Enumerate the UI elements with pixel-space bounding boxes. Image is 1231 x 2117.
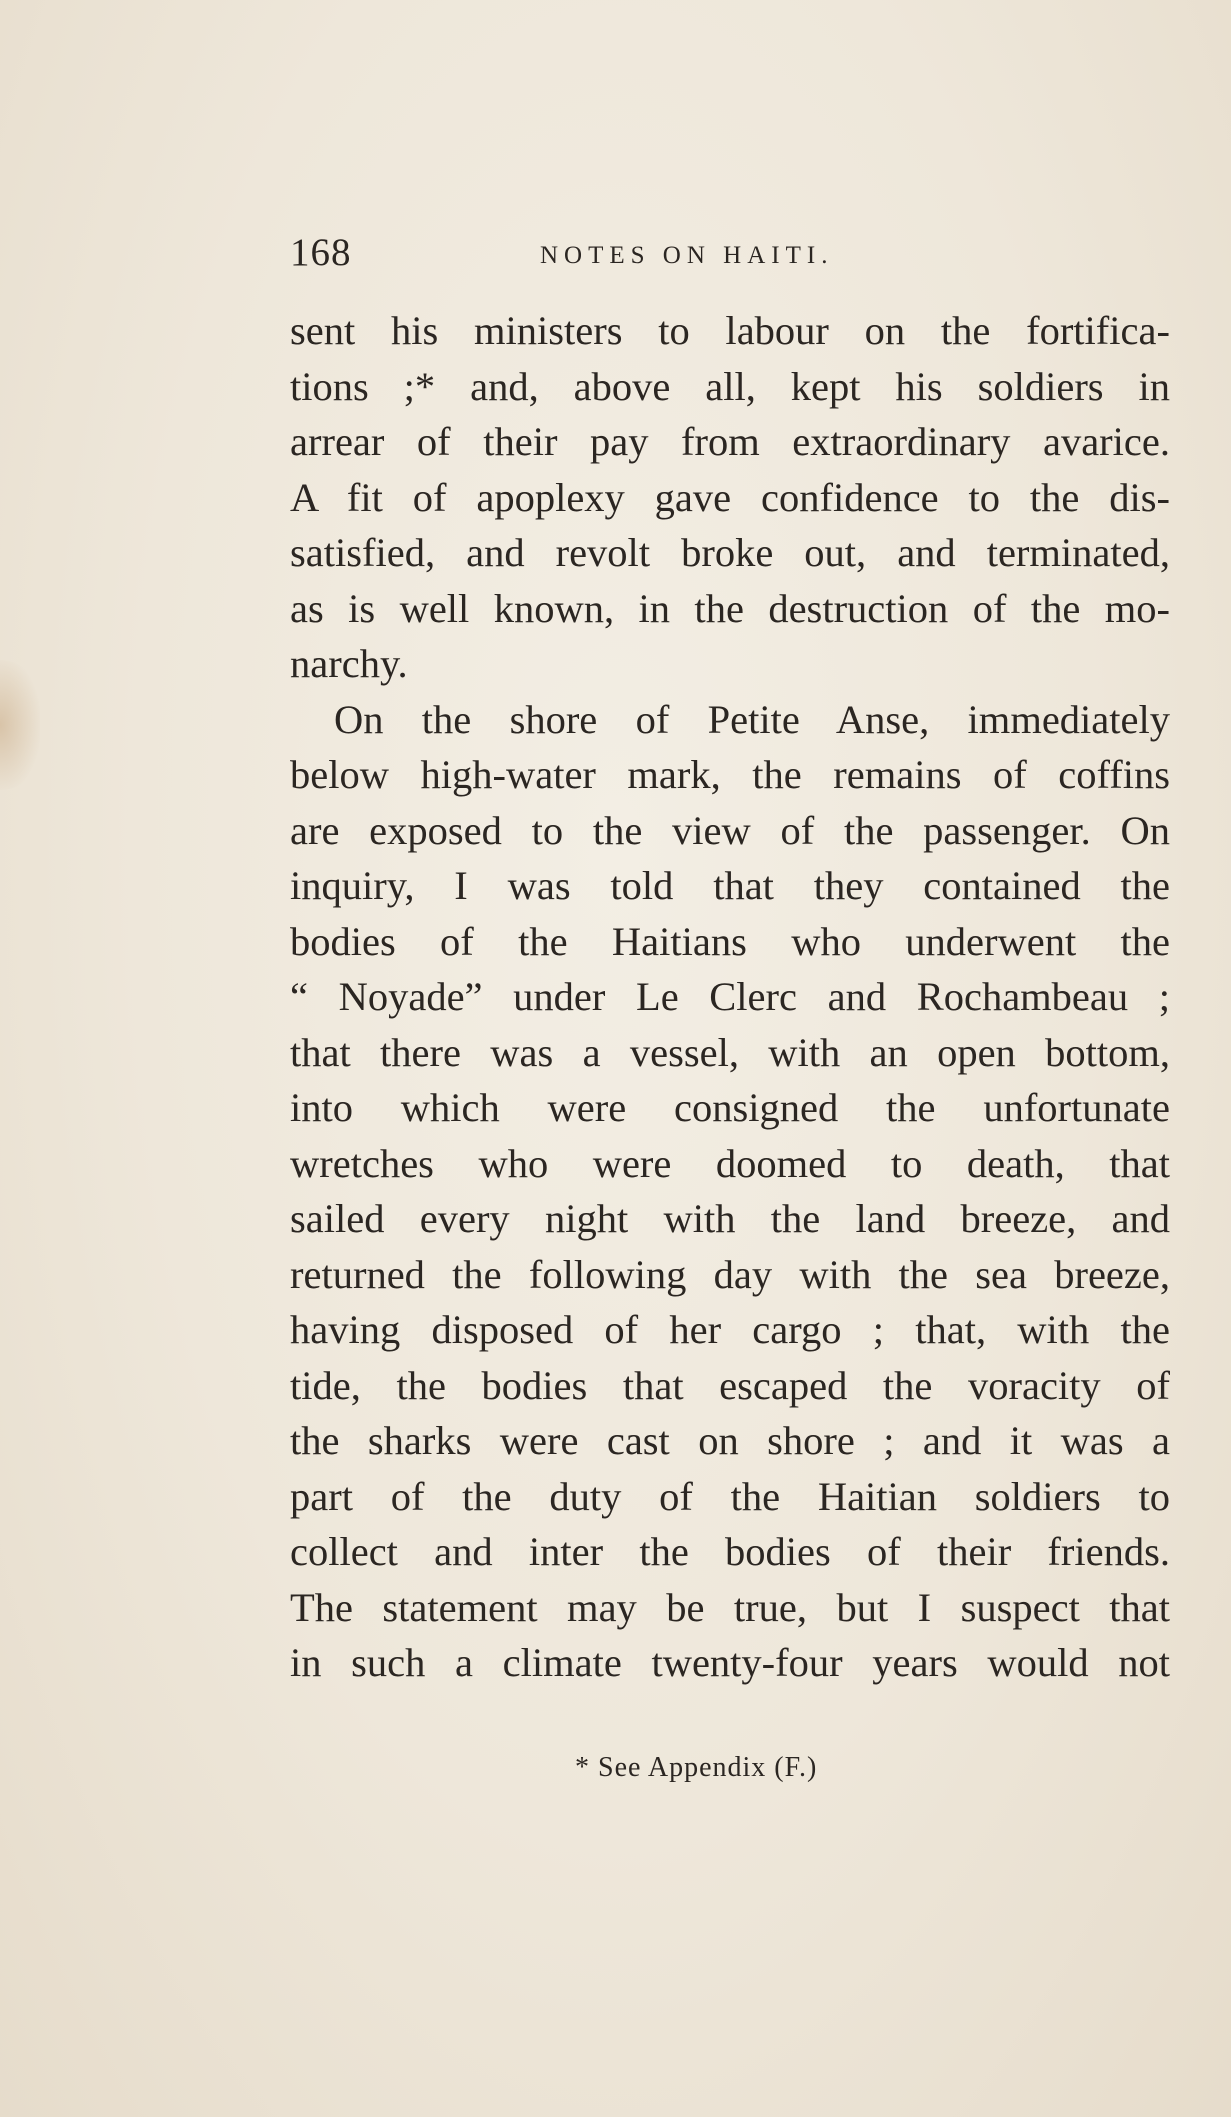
text-line: into which were consigned the unfortunate <box>290 1085 1170 1130</box>
text-line: are exposed to the view of the passenger. On <box>290 807 1170 853</box>
text-line: in such a climate twenty-four years would not <box>290 1640 1170 1685</box>
page-header <box>290 230 1170 280</box>
page-number: 168 <box>290 231 352 274</box>
text-line: inquiry, I was told that they contained the <box>290 863 1170 908</box>
text-line: that there was a vessel, with an open bottom, <box>290 1029 1170 1075</box>
footnote: * See Appendix (F.) <box>575 1752 818 1783</box>
text-line: “ Noyade” under Le Clerc and Rochambeau ; <box>290 974 1170 1019</box>
text-line: tide, the bodies that escaped the voracity of <box>290 1362 1170 1408</box>
paper-stain <box>0 660 40 790</box>
text-line: sent his ministers to labour on the fortifica- <box>290 308 1170 353</box>
text-line: sailed every night with the land breeze, and <box>290 1196 1170 1241</box>
text-line: returned the following day with the sea breeze, <box>290 1251 1170 1297</box>
paragraph-start-line: On the shore of Petite Anse, immediately <box>334 696 1170 742</box>
text-line: arrear of their pay from extraordinary avarice. <box>290 419 1170 464</box>
text-line: part of the duty of the Haitian soldiers to <box>290 1473 1170 1519</box>
text-line: below high-water mark, the remains of coffins <box>290 752 1170 797</box>
text-line: The statement may be true, but I suspect that <box>290 1584 1170 1630</box>
text-line: narchy. <box>290 641 408 686</box>
body-text <box>290 303 1170 1691</box>
running-head: NOTES ON HAITI. <box>540 242 834 269</box>
text-line: as is well known, in the destruction of the mo- <box>290 585 1170 631</box>
text-line: A fit of apoplexy gave confidence to the dis- <box>290 474 1170 520</box>
text-line: collect and inter the bodies of their friends. <box>290 1529 1170 1574</box>
text-line: the sharks were cast on shore ; and it was a <box>290 1418 1170 1463</box>
text-line: tions ;* and, above all, kept his soldiers in <box>290 363 1170 409</box>
text-line: having disposed of her cargo ; that, with the <box>290 1307 1170 1352</box>
text-line: bodies of the Haitians who underwent the <box>290 918 1170 964</box>
text-line: satisfied, and revolt broke out, and terminated, <box>290 530 1170 575</box>
text-line: wretches who were doomed to death, that <box>290 1140 1170 1186</box>
